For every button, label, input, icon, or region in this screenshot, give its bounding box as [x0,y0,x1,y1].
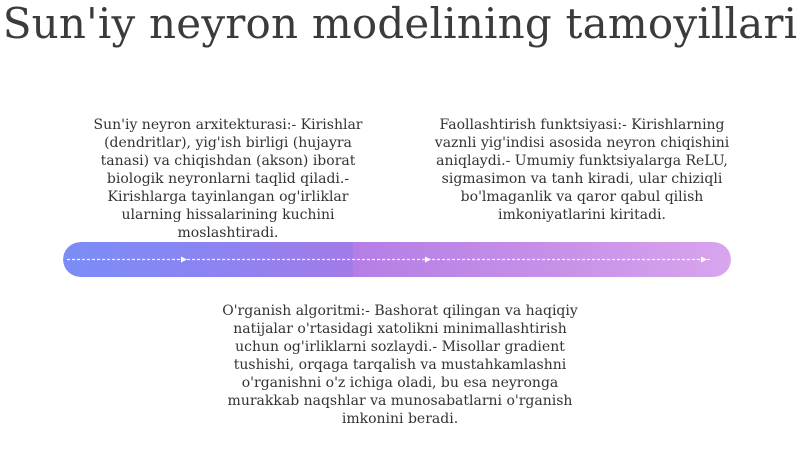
text-block-activation: Faollashtirish funktsiyasi:- Kirishlarning vaznli yig'indisi asosida neyron chiqishini aniqlaydi.- Umumiy funktsiyalarga ReLU, sigmasimon va tanh kiradi, ular chiziqli bo'lmaganlik va qaror qabul qilish imkoniyatlarini kiritadi. [434,117,730,223]
text-block-learning: O'rganish algoritmi:- Bashorat qilingan va haqiqiy natijalar o'rtasidagi xatolikni minimallashtirish uchun og'irliklarni sozlaydi.- Misollar gradient tushishi, orqaga tarqalish va mustahkamlashni o'rganishni o'z ichiga oladi, bu esa neyronga murakkab naqshlar va munosabatlarni o'rganish imkonini beradi. [222,303,578,427]
timeline-bar [63,242,731,277]
timeline-arrow-3-icon [701,257,707,263]
timeline-arrow-2-icon [425,257,431,263]
timeline-arrow-1-icon [181,257,187,263]
text-block-architecture: Sun'iy neyron arxitekturasi:- Kirishlar (dendritlar), yig'ish birligi (hujayra tanasi) va chiqishdan (akson) iborat biologik neyronlarni taqlid qiladi.- Kirishlarga tayinlangan og'irliklar ularning hissalarining kuchini moslashtiradi. [93,117,363,241]
timeline-track [63,242,731,277]
slide-title: Sun'iy neyron modelining tamoyillari [2,0,798,48]
